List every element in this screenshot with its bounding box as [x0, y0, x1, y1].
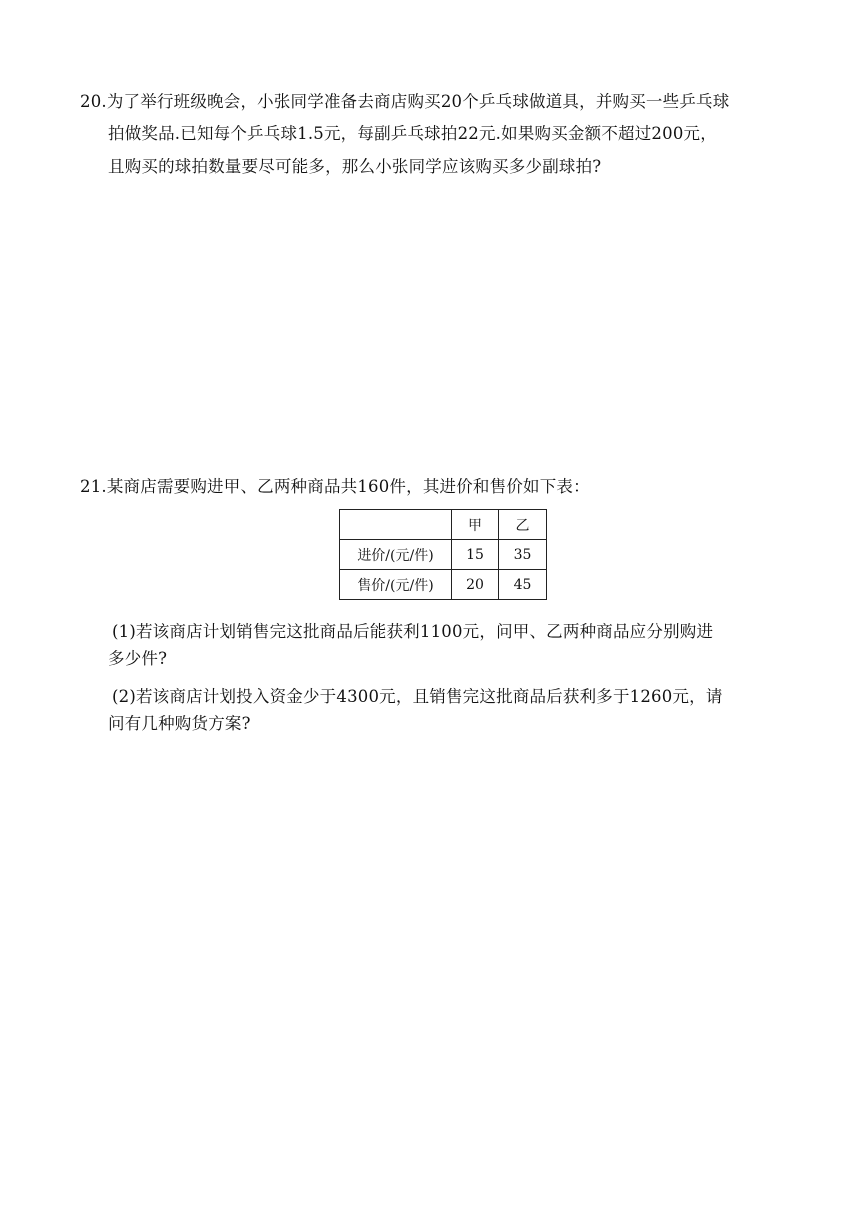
question-21-intro: 21.某商店需要购进甲、乙两种商品共160件，其进价和售价如下表： — [80, 477, 590, 496]
question-21-part-1-line-1: (1)若该商店计划销售完这批商品后能获利1100元，问甲、乙两种商品应分别购进 — [112, 622, 714, 641]
price-table — [339, 509, 547, 600]
table-cell: 20 — [452, 570, 499, 600]
table-row — [340, 570, 547, 600]
table-cell: 15 — [452, 540, 499, 570]
table-header-row — [340, 510, 547, 540]
table-header-cell: 甲 — [452, 510, 499, 540]
table-row-label: 进价/(元/件) — [340, 540, 452, 570]
question-21-part-2-line-2: 问有几种购货方案? — [108, 714, 251, 733]
table-header-cell — [340, 510, 452, 540]
question-21-part-1-line-2: 多少件? — [108, 649, 168, 668]
table-cell: 45 — [499, 570, 547, 600]
table-header-cell: 乙 — [499, 510, 547, 540]
table-row — [340, 540, 547, 570]
question-21-part-2-line-1: (2)若该商店计划投入资金少于4300元，且销售完这批商品后获利多于1260元，请 — [112, 687, 723, 706]
table-row-label: 售价/(元/件) — [340, 570, 452, 600]
question-20-line-3: 且购买的球拍数量要尽可能多，那么小张同学应该购买多少副球拍? — [108, 157, 602, 176]
question-20-line-2: 拍做奖品.已知每个乒乓球1.5元，每副乒乓球拍22元.如果购买金额不超过200元， — [108, 124, 717, 143]
table-cell: 35 — [499, 540, 547, 570]
question-20-line-1: 20.为了举行班级晚会，小张同学准备去商店购买20个乒乓球做道具，并购买一些乒乓球 — [80, 92, 730, 111]
